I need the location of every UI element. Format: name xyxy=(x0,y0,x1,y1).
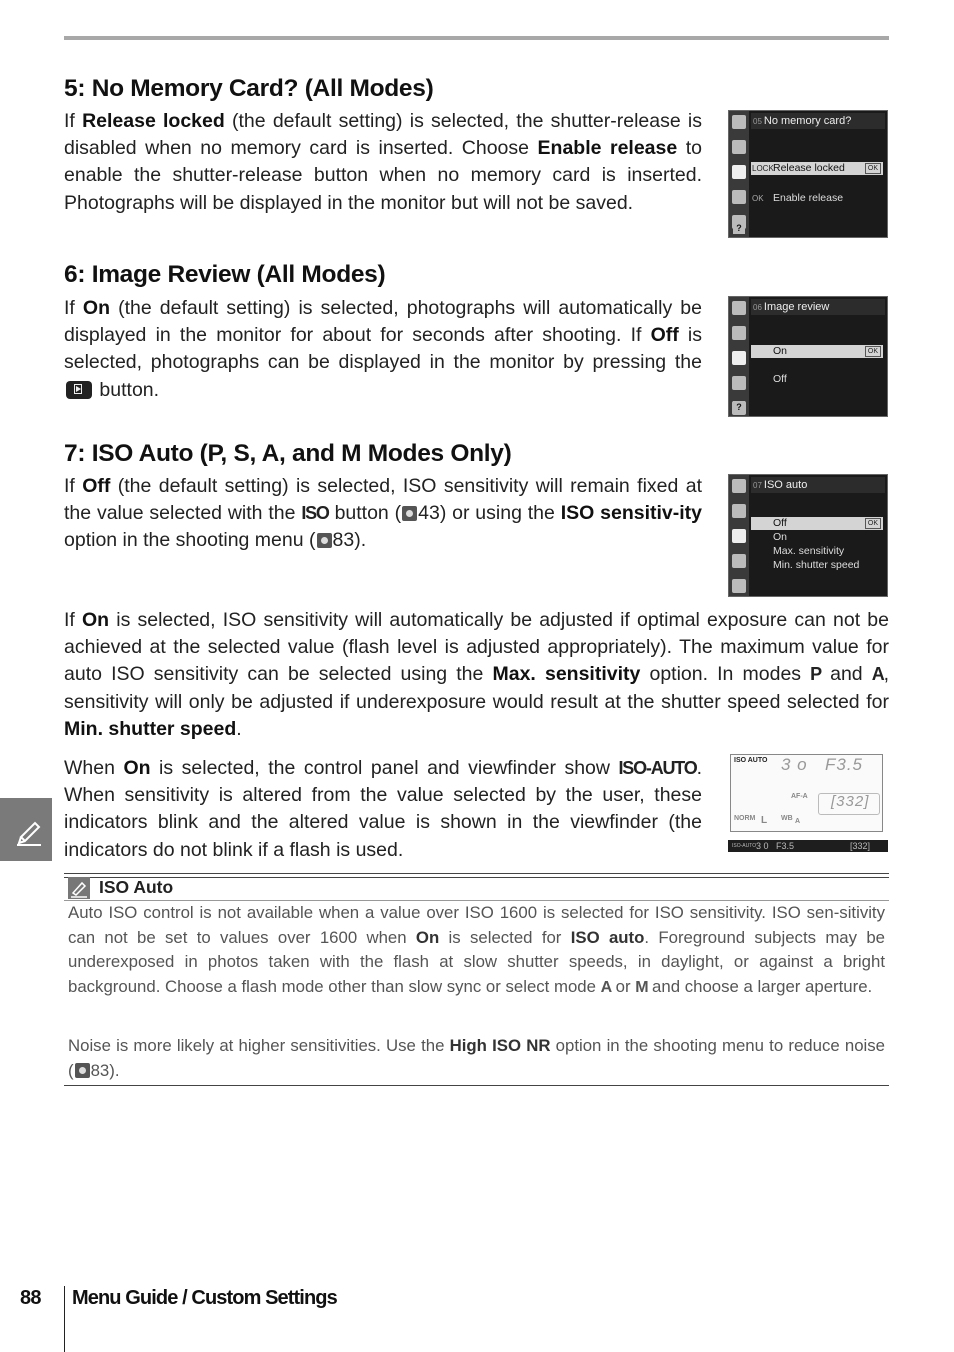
section-paragraph: If Off (the default setting) is selected, ISO sensitivity will remain fixed at the value selected with the ISO button ( 43) or using the ISO sensitiv-ity option in the shooting menu ( 83). xyxy=(64,475,702,552)
white-balance-mode: A xyxy=(795,818,801,825)
section-paragraph: If On is selected, ISO sensitivity will automatically be adjusted if optimal exposure can not be achieved at the selected value (flash level is adjusted appropriately). The maximum value for auto ISO sensitivity can be selected using the Max. sensitivity option. In modes P and A, sensitivity will only be adjusted if underexposure would result at the shutter speed selected for Min. shutter speed. xyxy=(64,609,889,740)
menu-title: 05 No memory card? xyxy=(751,113,885,129)
reference-icon xyxy=(317,533,332,548)
help-icon: ? xyxy=(733,401,745,413)
menu-option: On OK xyxy=(751,345,883,358)
viewfinder-count: [332] xyxy=(850,841,871,851)
menu-side-icons xyxy=(729,297,749,416)
note-rule xyxy=(64,1085,889,1086)
viewfinder-aperture: F3.5 xyxy=(776,841,795,851)
image-quality-display: NORM xyxy=(734,815,756,822)
white-balance-label: WB xyxy=(781,815,793,822)
camera-menu-screenshot xyxy=(728,474,888,597)
section-paragraph: If On (the default setting) is selected, photographs will automatically be displayed in the monitor for about for seconds after shooting. If Off is selected, photographs can be displayed in the monitor by pressing the button. xyxy=(64,297,703,401)
camera-menu-screenshot xyxy=(728,110,888,238)
menu-option: Max. sensitivity xyxy=(773,545,845,557)
section-paragraph: When On is selected, the control panel and viewfinder show ISO-AUTO. When sensitivity is altered from the value selected by the user, these indicators blink and the altered value is shown in the viewfinder (the indicators do not blink if a flash is used. xyxy=(64,757,702,861)
section-paragraph: If Release locked (the default setting) is selected, the shutter-release is disabled when no memory card is inserted. Choose Enable release to enable the shutter-release button when no memory card is inserted. Photographs will be displayed in the monitor but will not be saved. xyxy=(64,110,702,214)
footer-title: Menu Guide / Custom Settings xyxy=(72,1287,337,1309)
menu-title: 07 ISO auto xyxy=(751,477,885,493)
aperture-display: F3.5 xyxy=(825,755,864,774)
note-title: ISO Auto xyxy=(99,877,174,897)
reference-icon xyxy=(402,506,417,521)
exposure-count-display: [332] xyxy=(831,793,870,810)
menu-option: LOCK Release locked OK xyxy=(751,162,883,175)
control-panel-illustration xyxy=(730,754,883,832)
image-size-display: L xyxy=(761,815,768,826)
section-title-no-memory-card: 5: No Memory Card? (All Modes) xyxy=(64,75,434,102)
viewfinder-iso-auto: ISO-AUTO xyxy=(732,843,757,849)
footer-divider xyxy=(64,1286,65,1352)
note-paragraph: Noise is more likely at higher sensitivities. Use the High ISO NR option in the shooting menu to reduce noise ( 83). xyxy=(68,1036,885,1080)
menu-option: Off xyxy=(773,373,787,385)
menu-title: 06 Image review xyxy=(751,299,885,315)
menu-option: On xyxy=(773,531,788,543)
section-title-image-review: 6: Image Review (All Modes) xyxy=(64,261,386,288)
page-number: 88 xyxy=(20,1287,41,1309)
section-title-iso-auto: 7: ISO Auto (P, S, A, and M Modes Only) xyxy=(64,440,512,467)
reference-icon xyxy=(75,1063,90,1078)
iso-auto-indicator: ISO AUTO xyxy=(734,757,768,764)
viewfinder-illustration xyxy=(728,840,888,852)
menu-option: Min. shutter speed xyxy=(773,559,860,571)
pencil-icon xyxy=(0,798,52,861)
note-paragraph: Auto ISO control is not available when a value over ISO 1600 is selected for ISO sensitivity. ISO sen-sitivity can not be set to values over 1600 when On is selected for ISO auto. Foreground subjects may be underexposed in photos taken with the flash at slow shutter speeds, in daylight, or against a bright background. Choose a flash mode other than slow sync or select mode A or M and choose a larger aperture. xyxy=(68,903,886,996)
help-icon: ? xyxy=(733,222,745,234)
playback-button-icon xyxy=(66,381,92,399)
custom-settings-tab xyxy=(0,798,52,861)
note-rule xyxy=(64,873,889,874)
menu-side-icons xyxy=(729,111,749,237)
note-rule xyxy=(64,877,889,878)
camera-menu-screenshot xyxy=(728,296,888,417)
menu-option: OK Enable release xyxy=(752,192,844,204)
top-rule xyxy=(64,36,889,40)
shutter-speed-display: 3 o xyxy=(781,755,808,774)
viewfinder-shutter: 3 0 xyxy=(756,841,769,851)
af-mode-display: AF-A xyxy=(791,793,808,800)
pencil-icon xyxy=(68,877,90,899)
menu-side-icons xyxy=(729,475,749,596)
menu-option: Off OK xyxy=(751,517,883,530)
